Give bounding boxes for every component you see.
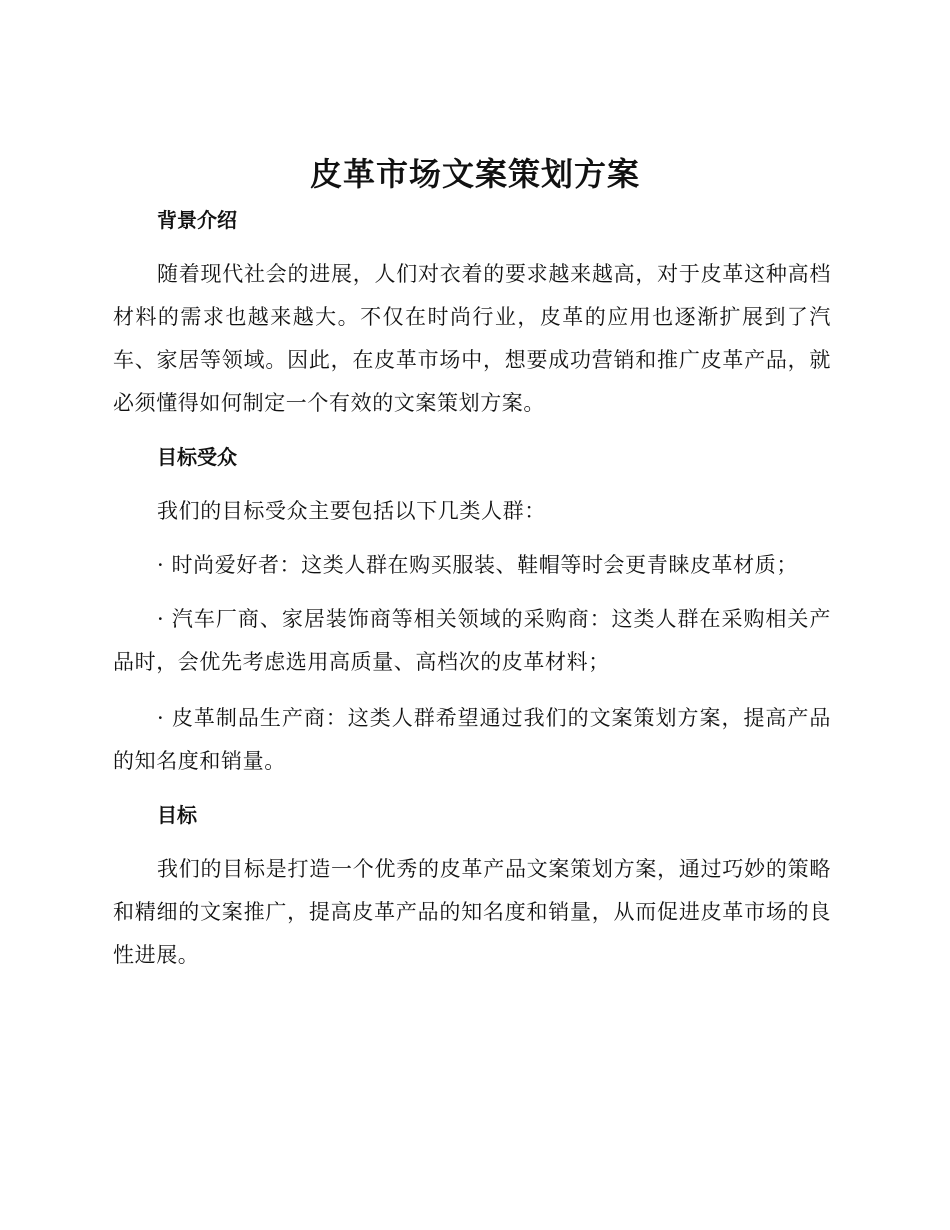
audience-item-buyers (113, 598, 831, 684)
section-paragraph-background (113, 253, 831, 425)
paragraph: 我们的目标是打造一个优秀的皮革产品文案策划方案，通过巧妙的策略和精细的文案推广，提高皮革产品的知名度和销量，从而促进皮革市场的良性进展。 (113, 857, 831, 967)
section-paragraph-goal (113, 848, 831, 977)
bullet-item: · 汽车厂商、家居装饰商等相关领域的采购商：这类人群在采购相关产品时，会优先考虑选用高质量、高档次的皮革材料； (113, 607, 831, 674)
section-heading-background (113, 206, 831, 234)
audience-item-manufacturers (113, 697, 831, 783)
paragraph: 我们的目标受众主要包括以下几类人群： (157, 499, 546, 523)
audience-item-fashion (113, 544, 831, 587)
audience-intro (113, 490, 831, 533)
bullet-item: · 皮革制品生产商：这类人群希望通过我们的文案策划方案，提高产品的知名度和销量。 (113, 706, 831, 773)
document-title: 皮革市场文案策划方案 (309, 155, 640, 193)
bullet-item: · 时尚爱好者：这类人群在购买服装、鞋帽等时会更青睐皮革材质； (157, 553, 798, 577)
section-heading: 目标受众 (157, 445, 237, 469)
section-heading-audience (113, 443, 831, 471)
section-heading-goal (113, 801, 831, 829)
section-heading: 目标 (157, 803, 197, 827)
paragraph: 随着现代社会的进展，人们对衣着的要求越来越高，对于皮革这种高档材料的需求也越来越大。不仅在时尚行业，皮革的应用也逐渐扩展到了汽车、家居等领域。因此，在皮革市场中，想要成功营销和推广皮革产品，就必须懂得如何制定一个有效的文案策划方案。 (113, 262, 831, 415)
section-heading: 背景介绍 (157, 208, 237, 232)
